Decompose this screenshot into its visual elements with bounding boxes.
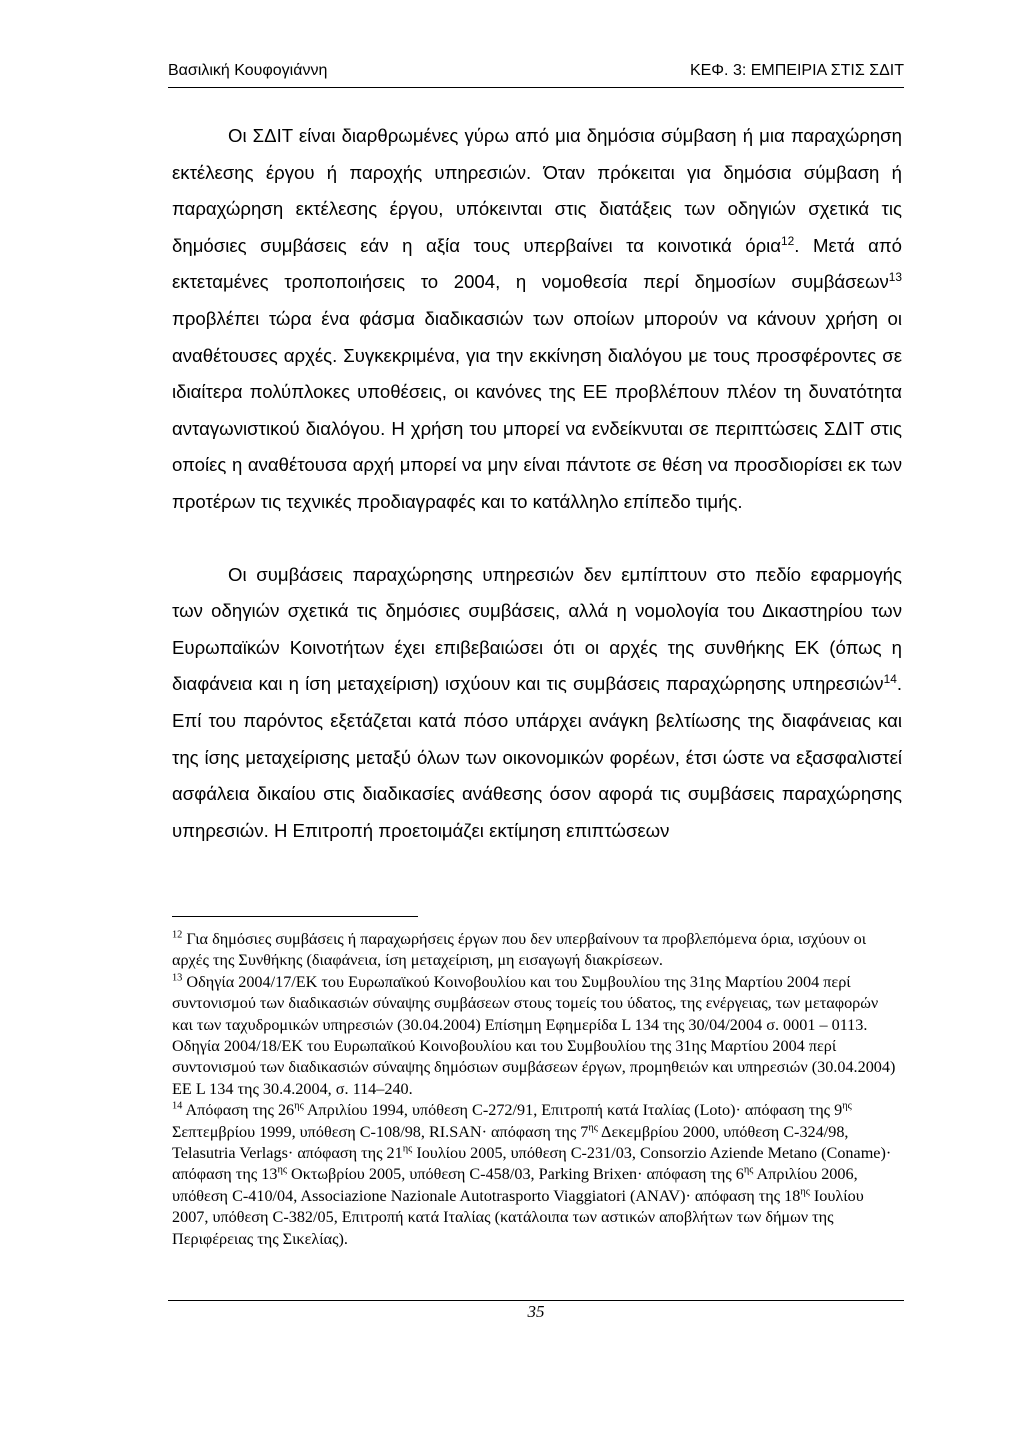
- footnote-number: 13: [172, 972, 183, 984]
- footnote-12: $^{12}$ Για δημόσιες συμβάσεις ή παραχωρήσεις έργων που δεν υπερβαίνουν τα προβλεπόμενα όρια, ισχύουν οι αρχές της Συνθήκης (διαφάνεια, ίση μεταχείριση, μη εισαγωγή διακρίσεων.: [172, 929, 867, 970]
- footnote-number: 14: [172, 1100, 183, 1112]
- footnote-ref-12[interactable]: 12: [781, 233, 795, 248]
- footnote-13: $^{13}$ Οδηγία 2004/17/ΕΚ του Ευρωπαϊκού Κοινοβουλίου και του Συμβουλίου της 31ης Μαρτίου 2004 περί συντονισμού των διαδικασιών σύναψης συμβάσεων στους τομείς του ύδατος, της ενέργειας, των μεταφορών και των ταχυδρομικών υπηρεσιών (30.04.2004) Επίσημη Εφημερίδα L 134 της 30/04/2004 σ. 0001 – 0113. Οδηγία 2004/18/ΕΚ του Ευρωπαϊκού Κοινοβουλίου και του Συμβουλίου της 31ης Μαρτίου 2004 περί συντονισμού των διαδικασιών σύναψης δημόσιων συμβάσεων έργων, προμηθειών και υπηρεσιών (30.04.2004) ΕΕ L 134 της 30.4.2004, σ. 114–240.: [172, 972, 896, 1098]
- footnote-separator: [172, 916, 418, 917]
- body-paragraph-2: Οι συμβάσεις παραχώρησης υπηρεσιών δεν εμπίπτουν στο πεδίο εφαρμογής των οδηγιών σχετικά τις δημόσιες συμβάσεις, αλλά η νομολογία του Δικαστηρίου των Ευρωπαϊκών Κοινοτήτων έχει επιβεβαιώσει ότι οι αρχές της συνθήκης ΕΚ (όπως η διαφάνεια και η ίση μεταχείριση) ισχύουν και τις συμβάσεις παραχώρησης υπηρεσιών$^{14}$. Επί του παρόντος εξετάζεται κατά πόσο υπάρχει ανάγκη βελτίωσης της διαφάνειας και της ίσης μεταχείρισης μεταξύ όλων των οικονομικών φορέων, έτσι ώστε να εξασφαλιστεί ασφάλεια δικαίου στις διαδικασίες ανάθεσης όσον αφορά τις συμβάσεις παραχώρησης υπηρεσιών. Η Επιτροπή προετοιμάζει εκτίμηση επιπτώσεων: [172, 563, 902, 841]
- body-text: [172, 118, 902, 849]
- header-author: Βασιλική Κουφογιάννη: [168, 62, 328, 79]
- footnotes: [172, 929, 902, 1250]
- footer-divider: [168, 1300, 904, 1301]
- footnote-ref-13[interactable]: 13: [888, 270, 902, 285]
- body-paragraph-1: Οι ΣΔΙΤ είναι διαρθρωμένες γύρω από μια δημόσια σύμβαση ή μια παραχώρηση εκτέλεσης έργου ή παροχής υπηρεσιών. Όταν πρόκειται για δημόσια σύμβαση ή παραχώρηση εκτέλεσης έργου, υπόκεινται στις διατάξεις των οδηγιών σχετικά τις δημόσιες συμβάσεις εάν η αξία τους υπερβαίνει τα κοινοτικά όρια$^{12}$. Μετά από εκτεταμένες τροποποιήσεις το 2004, η νομοθεσία περί δημοσίων συμβάσεων$^{13}$ προβλέπει τώρα ένα φάσμα διαδικασιών των οποίων μπορούν να κάνουν χρήση οι αναθέτουσες αρχές. Συγκεκριμένα, για την εκκίνηση διαλόγου με τους προσφέροντες σε ιδιαίτερα πολύπλοκες υποθέσεις, οι κανόνες της ΕΕ προβλέπουν πλέον τη δυνατότητα ανταγωνιστικού διαλόγου. Η χρήση του μπορεί να ενδείκνυται σε περιπτώσεις ΣΔΙΤ στις οποίες η αναθέτουσα αρχή μπορεί να μην είναι πάντοτε σε θέση να προσδιορίσει εκ των προτέρων τις τεχνικές προδιαγραφές και το κατάλληλο επίπεδο τιμής.: [172, 125, 902, 512]
- footnote-ref-14[interactable]: 14: [883, 672, 897, 687]
- footnote-14: $^{14}$ Απόφαση της $26^{\eta\varsigma}$ Απριλίου 1994, υπόθεση C-272/91, Επιτροπή κατά Ιταλίας (Loto)· απόφαση της $9^{\eta\varsigma}$ Σεπτεμβρίου 1999, υπόθεση C-108/98, RI.SAN· απόφαση της $7^{\eta\varsigma}$ Δεκεμβρίου 2000, υπόθεση C-324/98, Telasutria Verlags· απόφαση της $21^{\eta\varsigma}$ Ιουλίου 2005, υπόθεση C-231/03, Consorzio Aziende Metano (Coname)· απόφαση της $13^{\eta\varsigma}$ Οκτωβρίου 2005, υπόθεση C-458/03, Parking Brixen· απόφαση της $6^{\eta\varsigma}$ Απριλίου 2006, υπόθεση C-410/04, Associazione Nazionale Autotrasporto Viaggiatori (ANAV)· απόφαση της $18^{\eta\varsigma}$ Ιουλίου 2007, υπόθεση C-382/05, Επιτροπή κατά Ιταλίας (κατάλοιπα των αστικών αποβλήτων των δήμων της Περιφέρειας της Σικελίας).: [172, 1100, 892, 1248]
- page-header: [168, 62, 904, 86]
- header-chapter: ΚΕΦ. 3: ΕΜΠΕΙΡΙΑ ΣΤΙΣ ΣΔΙΤ: [689, 62, 904, 79]
- page-number: 35: [527, 1302, 545, 1321]
- footnote-number: 12: [172, 929, 183, 941]
- header-divider: [168, 87, 904, 88]
